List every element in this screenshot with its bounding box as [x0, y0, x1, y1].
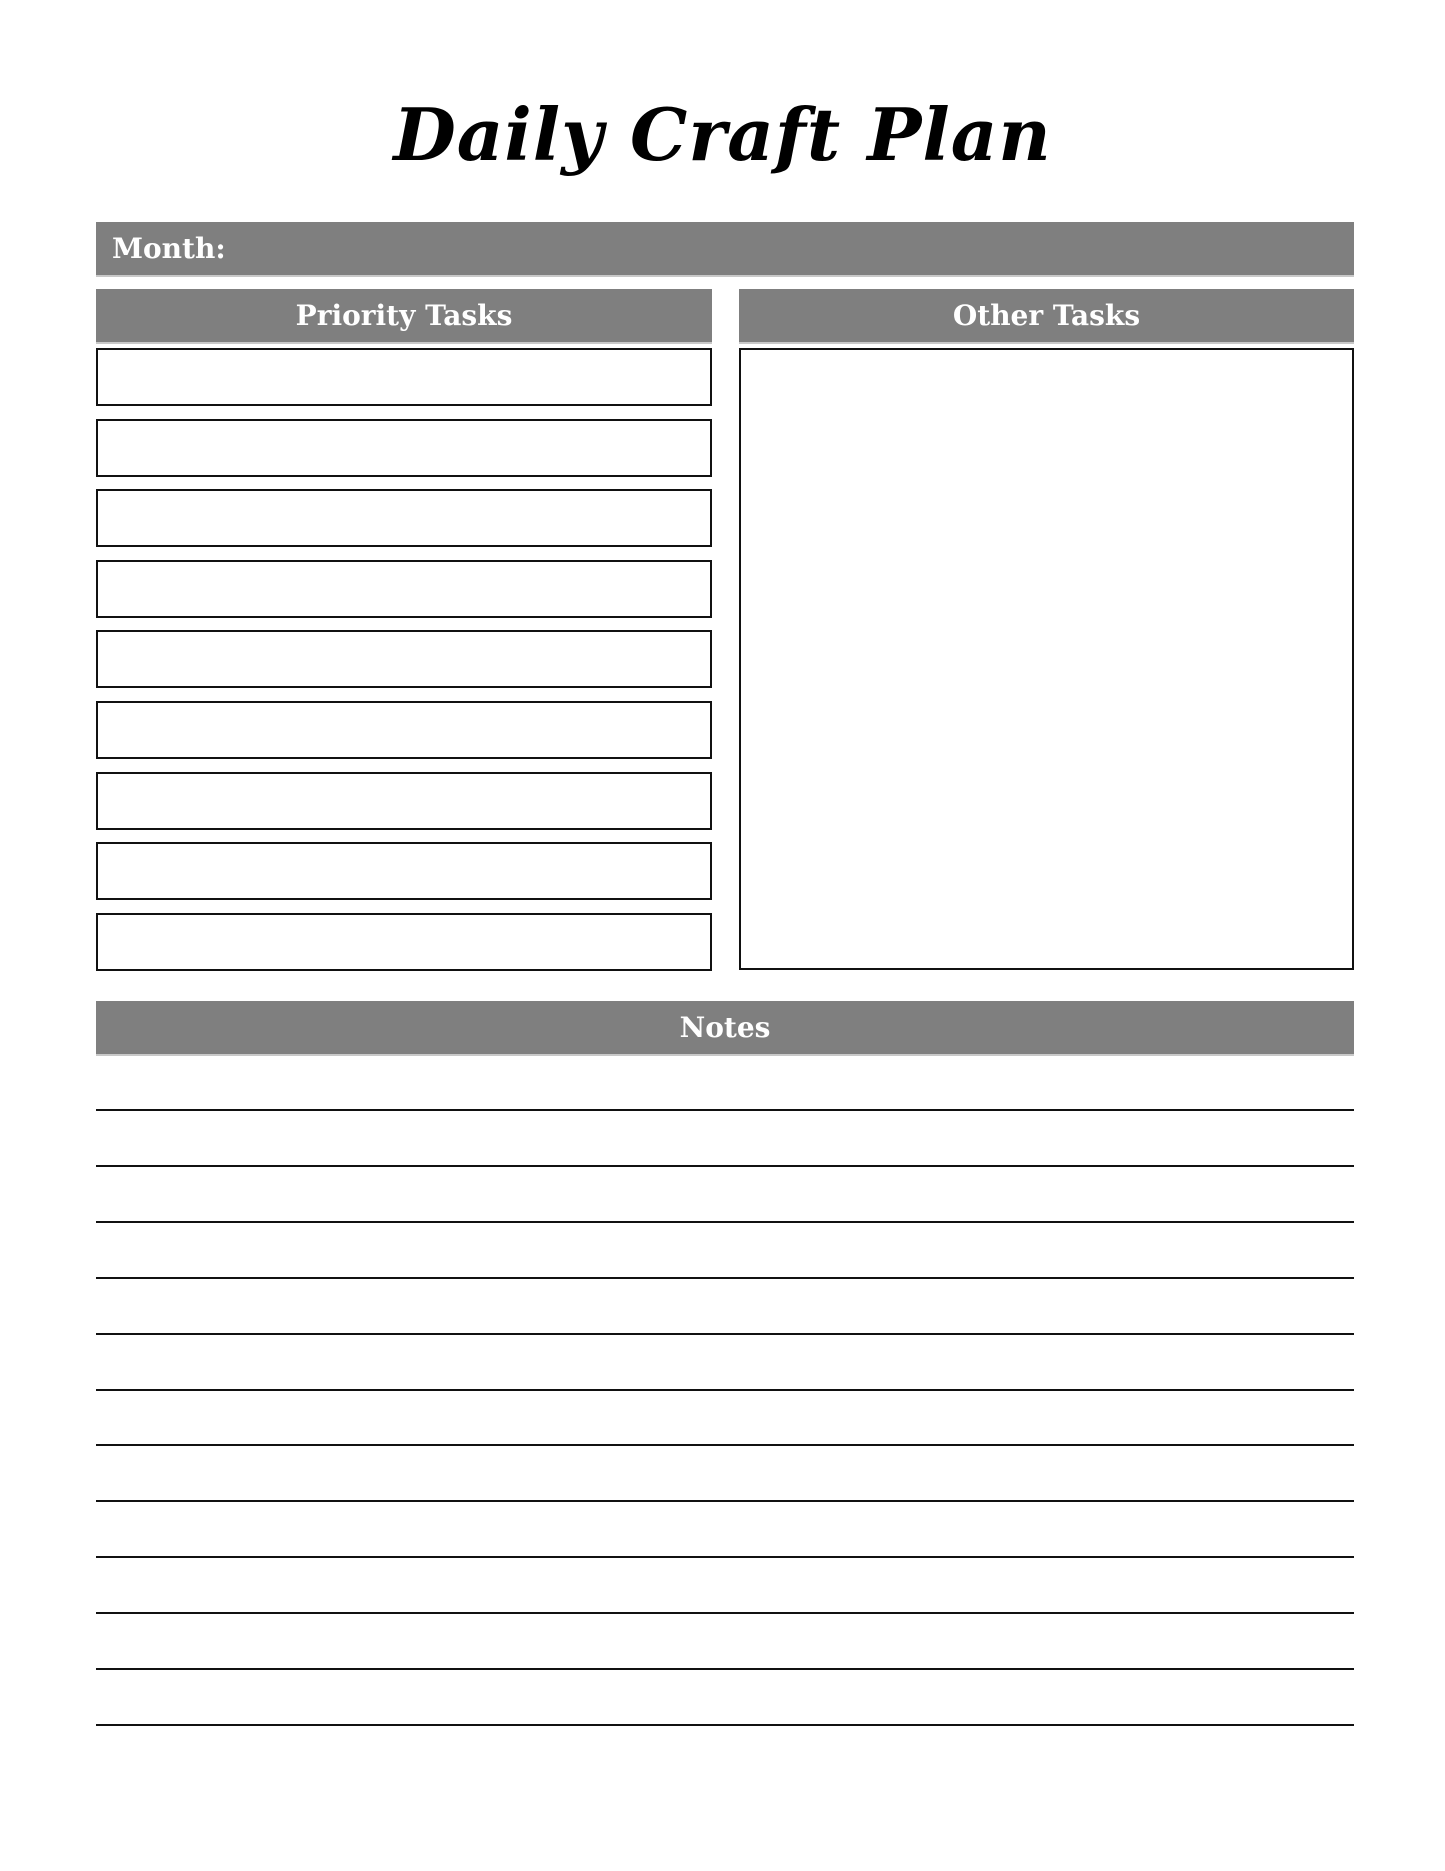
notes-line[interactable] — [96, 1668, 1354, 1670]
priority-task-box[interactable] — [96, 489, 712, 547]
notes-line[interactable] — [96, 1221, 1354, 1223]
notes-line[interactable] — [96, 1333, 1354, 1335]
notes-line[interactable] — [96, 1724, 1354, 1726]
priority-task-box[interactable] — [96, 419, 712, 477]
priority-task-box[interactable] — [96, 348, 712, 406]
priority-task-box[interactable] — [96, 701, 712, 759]
page-title: Daily Craft Plan — [393, 92, 1052, 177]
notes-line[interactable] — [96, 1165, 1354, 1167]
notes-line[interactable] — [96, 1556, 1354, 1558]
month-label: Month: — [112, 232, 226, 265]
priority-task-box[interactable] — [96, 630, 712, 688]
notes-line[interactable] — [96, 1500, 1354, 1502]
other-tasks-box[interactable] — [739, 348, 1354, 970]
priority-tasks-header: Priority Tasks — [96, 289, 712, 344]
notes-header: Notes — [96, 1001, 1354, 1056]
notes-line[interactable] — [96, 1389, 1354, 1391]
notes-line[interactable] — [96, 1109, 1354, 1111]
priority-task-box[interactable] — [96, 842, 712, 900]
notes-line[interactable] — [96, 1612, 1354, 1614]
priority-task-box[interactable] — [96, 772, 712, 830]
priority-task-box[interactable] — [96, 560, 712, 618]
month-field[interactable] — [96, 222, 1354, 277]
other-tasks-header: Other Tasks — [739, 289, 1354, 344]
priority-task-box[interactable] — [96, 913, 712, 971]
notes-line[interactable] — [96, 1277, 1354, 1279]
notes-line[interactable] — [96, 1444, 1354, 1446]
